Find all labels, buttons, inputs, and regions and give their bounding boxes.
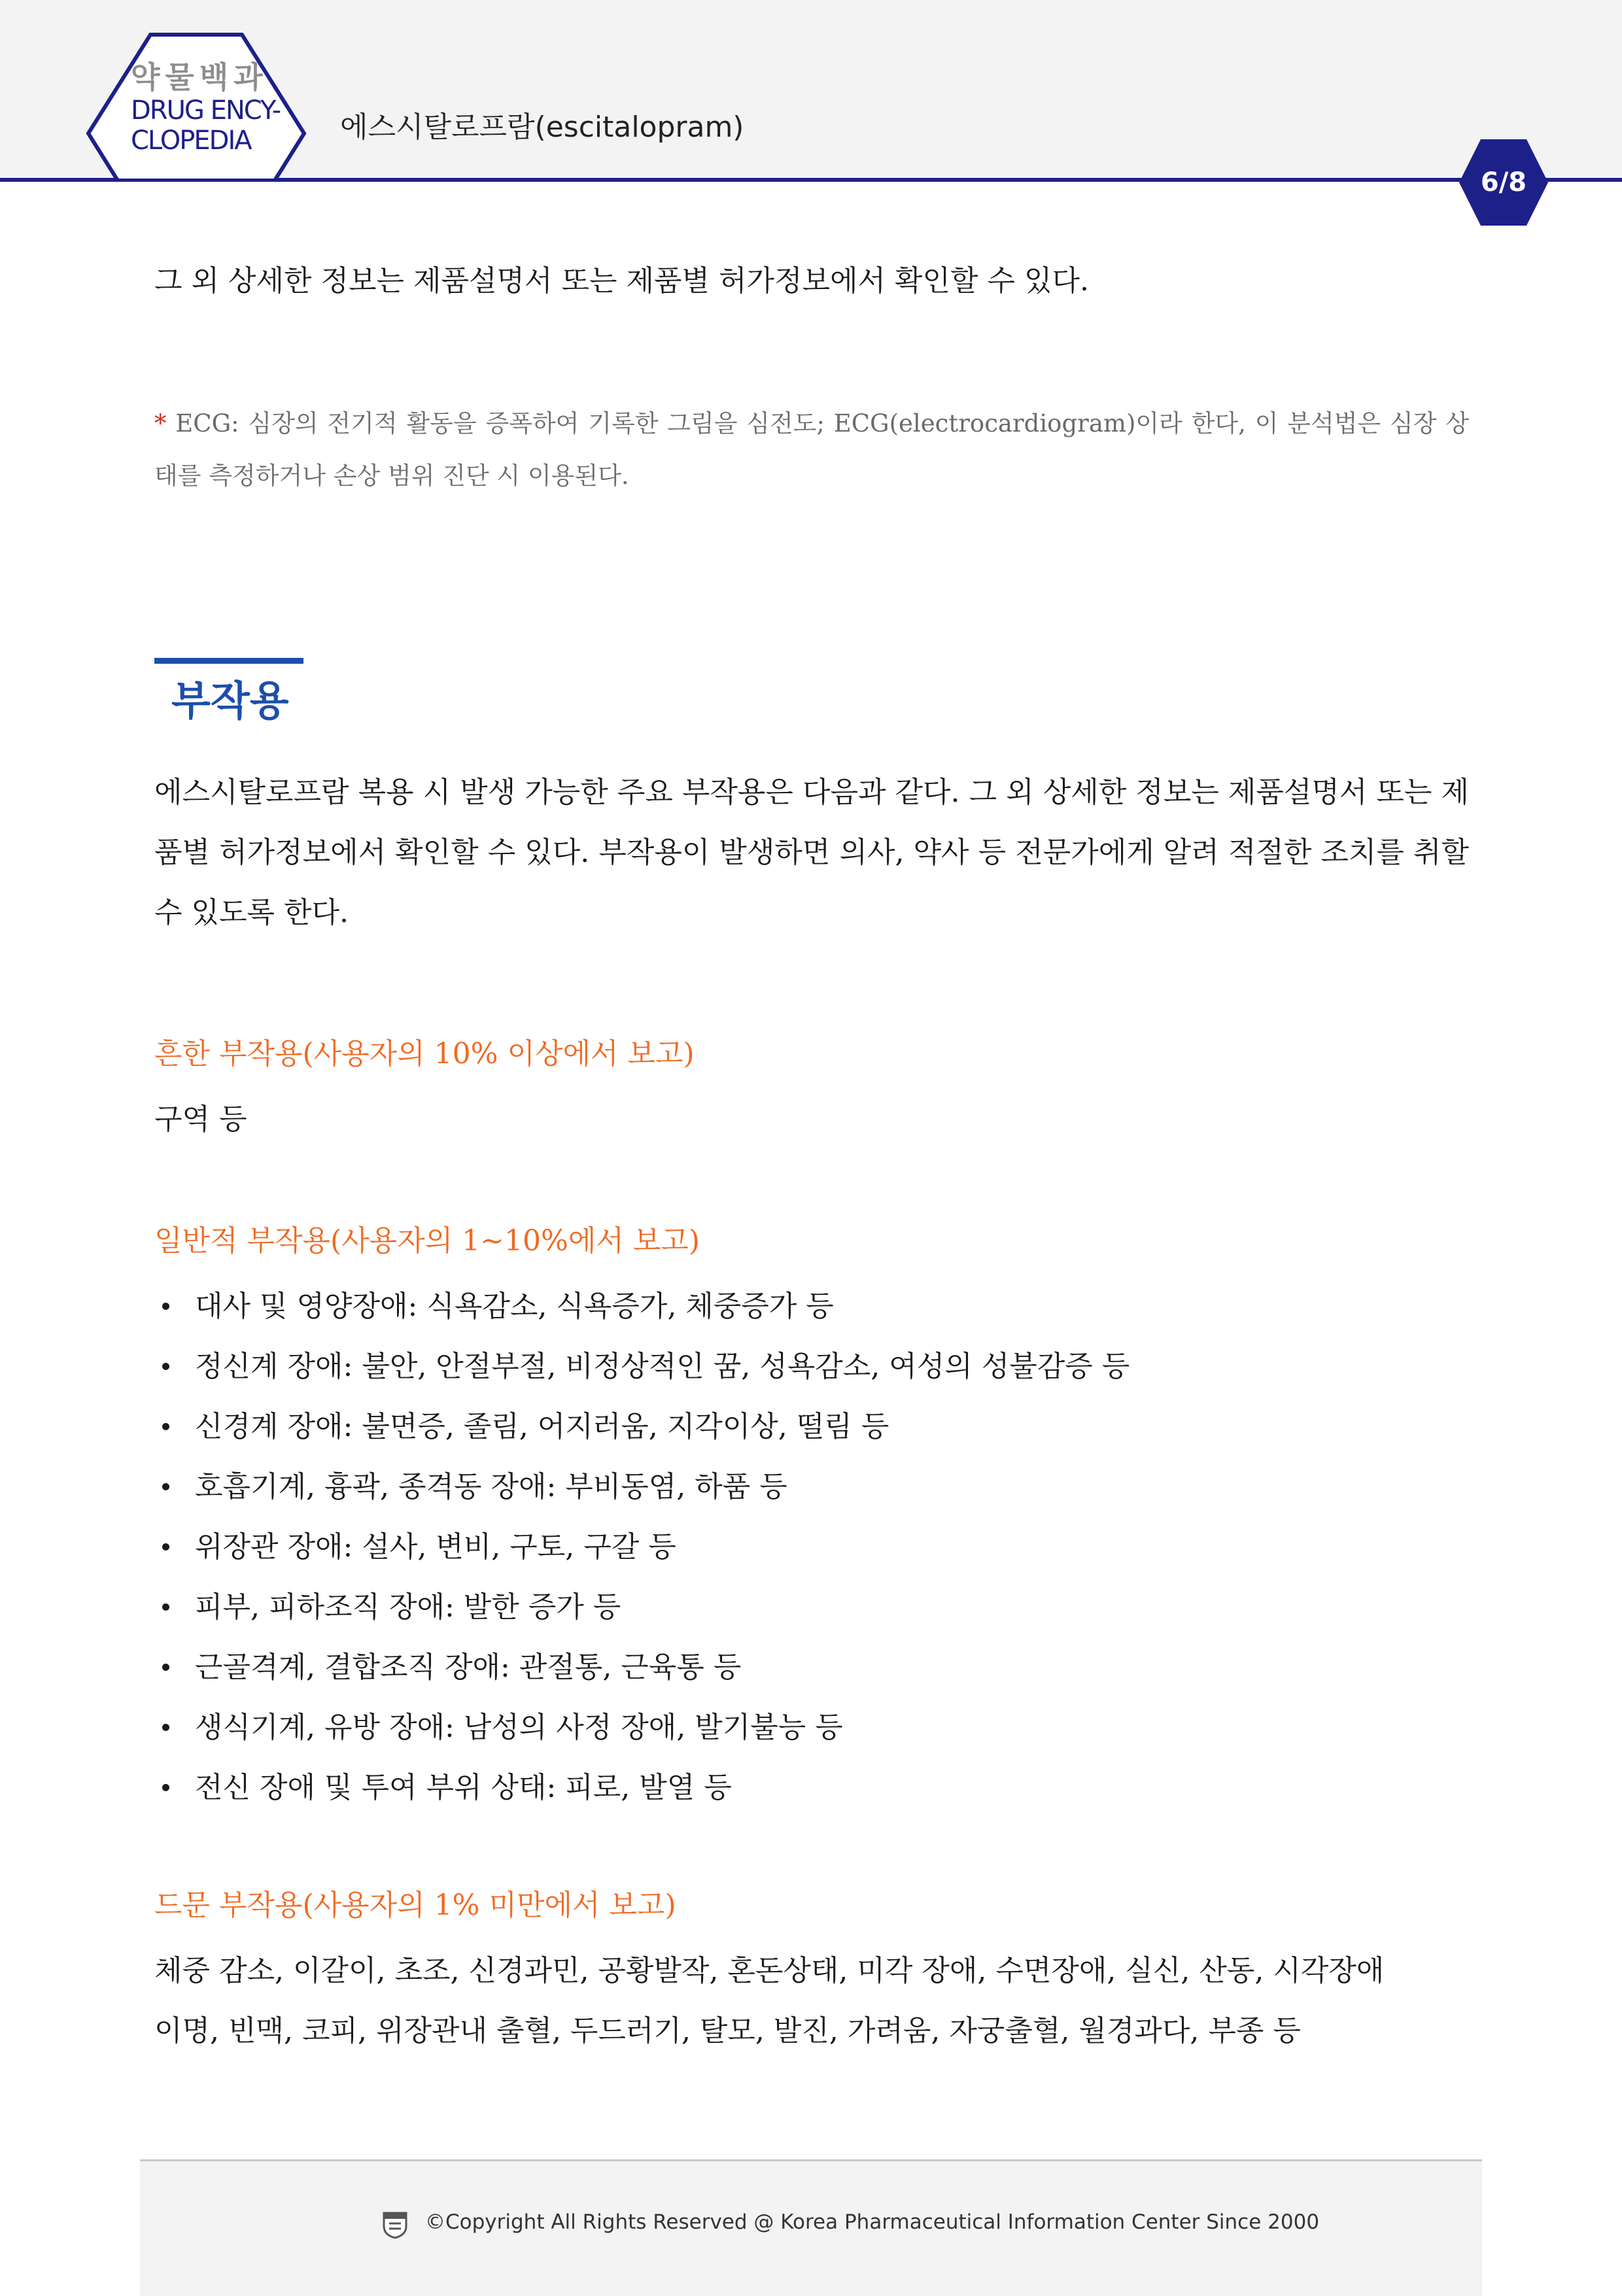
logo-english-line2: CLOPEDIA (131, 126, 251, 156)
list-item-text: 대사 및 영양장애: 식욕감소, 식욕증가, 체중증가 등 (195, 1290, 834, 1323)
list-item-text: 피부, 피하조직 장애: 발한 증가 등 (195, 1590, 621, 1624)
list-item (154, 1758, 1130, 1818)
bullet-dot-icon (162, 1724, 169, 1731)
copyright-text: ©Copyright All Rights Reserved @ Korea Pharmaceutical Information Center Since 2000 (425, 2210, 1320, 2234)
logo-korean: 약물백과 (131, 60, 268, 95)
rare-side-effects-line1: 체중 감소, 이갈이, 초조, 신경과민, 공황발작, 혼돈상태, 미각 장애, 수면장애, 실신, 산동, 시각장애 (154, 1954, 1385, 1987)
rare-side-effects-line2: 이명, 빈맥, 코피, 위장관내 출혈, 두드러기, 탈모, 발진, 가려움, 자궁출혈, 월경과다, 부종 등 (154, 2014, 1301, 2048)
common-side-effects-text: 구역 등 (154, 1103, 247, 1136)
bullet-dot-icon (162, 1784, 169, 1791)
list-item-text: 근골격계, 결합조직 장애: 관절통, 근육통 등 (195, 1651, 742, 1684)
list-item (154, 1698, 1130, 1758)
list-item-text: 정신계 장애: 불안, 안절부절, 비정상적인 꿈, 성욕감소, 여성의 성불감증 등 (195, 1350, 1130, 1383)
logo (131, 59, 294, 156)
rare-side-effects-heading: 드문 부작용(사용자의 1% 미만에서 보고) (154, 1889, 676, 1922)
list-item-text: 호흡기계, 흉곽, 종격동 장애: 부비동염, 하품 등 (195, 1470, 787, 1503)
list-item (154, 1397, 1130, 1457)
bullet-dot-icon (162, 1363, 169, 1370)
section-accent-bar (154, 658, 303, 664)
bullet-dot-icon (162, 1303, 169, 1310)
general-side-effects-list (154, 1277, 1130, 1818)
bullet-dot-icon (162, 1664, 169, 1671)
page-number: 6/8 (1480, 167, 1527, 197)
list-item (154, 1457, 1130, 1517)
shield-emblem-icon (382, 2209, 408, 2239)
general-side-effects-heading: 일반적 부작용(사용자의 1~10%에서 보고) (154, 1224, 700, 1258)
document-title: 에스시탈로프람(escitalopram) (340, 111, 744, 144)
bullet-dot-icon (162, 1543, 169, 1551)
section-body-paragraph: 에스시탈로프람 복용 시 발생 가능한 주요 부작용은 다음과 같다. 그 외 상세한 정보는 제품설명서 또는 제품별 허가정보에서 확인할 수 있다. 부작용이 발생하면 의사, 약사 등 전문가에게 알려 적절한 조치를 취할 수 있도록 한다. (154, 776, 1469, 929)
list-item (154, 1337, 1130, 1397)
bullet-dot-icon (162, 1603, 169, 1611)
list-item-text: 생식기계, 유방 장애: 남성의 사정 장애, 발기불능 등 (195, 1711, 843, 1744)
intro-paragraph: 그 외 상세한 정보는 제품설명서 또는 제품별 허가정보에서 확인할 수 있다. (154, 264, 1089, 298)
logo-english-line1: DRUG ENCY- (131, 95, 281, 126)
common-side-effects-heading: 흔한 부작용(사용자의 10% 이상에서 보고) (154, 1037, 695, 1071)
list-item-text: 신경계 장애: 불면증, 졸림, 어지러움, 지각이상, 떨림 등 (195, 1410, 889, 1443)
list-item (154, 1517, 1130, 1577)
list-item-text: 위장관 장애: 설사, 변비, 구토, 구갈 등 (195, 1530, 676, 1564)
bullet-dot-icon (162, 1423, 169, 1430)
footnote-star: * (154, 409, 167, 437)
list-item (154, 1277, 1130, 1337)
ecg-footnote (154, 398, 1469, 502)
footnote-text: ECG: 심장의 전기적 활동을 증폭하여 기록한 그림을 심전도; ECG(electrocardiogram)이라 한다, 이 분석법은 심장 상태를 측정하거나 손상 범위 진단 시 이용된다. (154, 409, 1469, 490)
section-title: 부작용 (171, 677, 289, 725)
list-item (154, 1637, 1130, 1698)
bullet-dot-icon (162, 1483, 169, 1490)
list-item (154, 1577, 1130, 1637)
list-item-text: 전신 장애 및 투여 부위 상태: 피로, 발열 등 (195, 1771, 732, 1804)
